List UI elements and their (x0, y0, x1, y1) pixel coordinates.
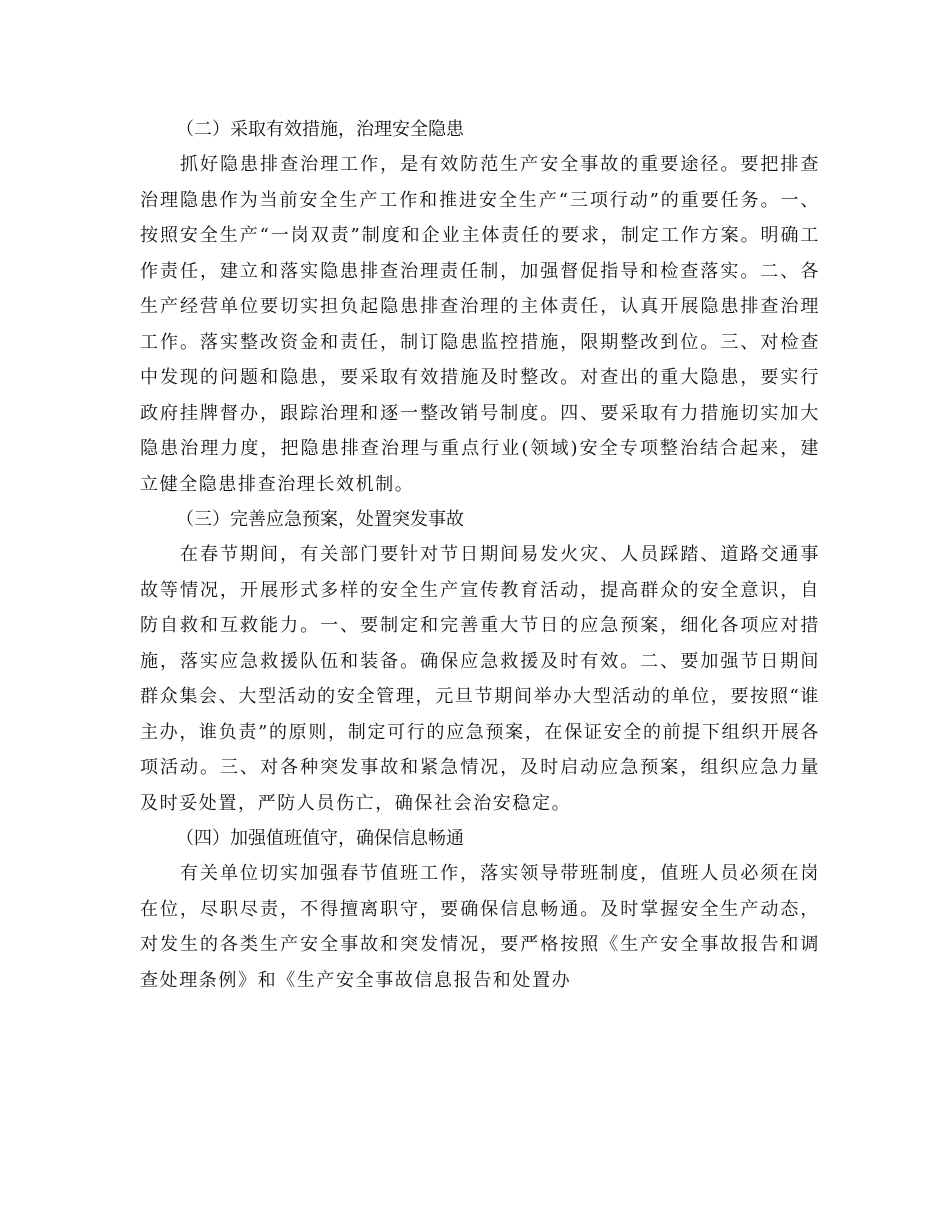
section-heading-3: （三）完善应急预案，处置突发事故 (176, 509, 464, 530)
section-heading-2: （二）采取有效措施，治理安全隐患 (176, 119, 464, 140)
section-paragraph-2: 抓好隐患排查治理工作，是有效防范生产安全事故的重要途径。要把排查治理隐患作为当前安全生产工作和推进安全生产“三项行动”的重要任务。一、按照安全生产“一岗双责”制度和企业主体责任的要求，制定工作方案。明确工作责任，建立和落实隐患排查治理责任制，加强督促指导和检查落实。二、各生产经营单位要切实担负起隐患排查治理的主体责任，认真开展隐患排查治理工作。落实整改资金和责任，制订隐患监控措施，限期整改到位。三、对检查中发现的问题和隐患，要采取有效措施及时整改。对查出的重大隐患，要实行政府挂牌督办，跟踪治理和逐一整改销号制度。四、要采取有力措施切实加大隐患治理力度，把隐患排查治理与重点行业(领域)安全专项整治结合起来，建立健全隐患排查治理长效机制。 (140, 154, 820, 495)
section-heading-4: （四）加强值班值守，确保信息畅通 (176, 828, 464, 849)
document-body (140, 112, 820, 998)
section-paragraph-3: 在春节期间，有关部门要针对节日期间易发火灾、人员踩踏、道路交通事故等情况，开展形式多样的安全生产宣传教育活动，提高群众的安全意识，自防自救和互救能力。一、要制定和完善重大节日的应急预案，细化各项应对措施，落实应急救援队伍和装备。确保应急救援及时有效。二、要加强节日期间群众集会、大型活动的安全管理，元旦节期间举办大型活动的单位，要按照“谁主办，谁负责”的原则，制定可行的应急预案，在保证安全的前提下组织开展各项活动。三、对各种突发事故和紧急情况，及时启动应急预案，组织应急力量及时妥处置，严防人员伤亡，确保社会治安稳定。 (140, 544, 820, 814)
section-paragraph-4: 有关单位切实加强春节值班工作，落实领导带班制度，值班人员必须在岗在位，尽职尽责，不得擅离职守，要确保信息畅通。及时掌握安全生产动态，对发生的各类生产安全事故和突发情况，要严格按照《生产安全事故报告和调查处理条例》和《生产安全事故信息报告和处置办 (140, 863, 820, 991)
